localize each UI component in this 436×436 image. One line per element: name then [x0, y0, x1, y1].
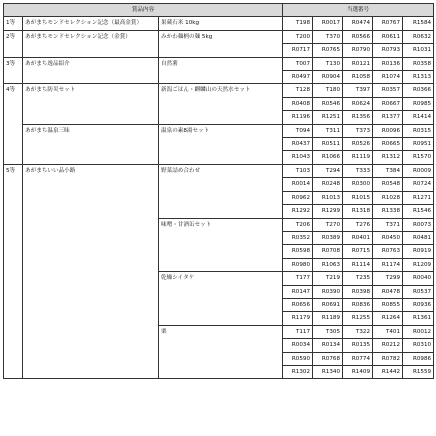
- winning-number: R0836: [343, 298, 373, 311]
- winning-number: R0135: [343, 339, 373, 352]
- winning-number: T200: [283, 30, 313, 43]
- winning-number: R1074: [373, 71, 403, 84]
- winning-number: R0357: [373, 84, 403, 97]
- winning-number: T299: [373, 272, 403, 285]
- winning-number: R0632: [403, 30, 434, 43]
- winning-number: T384: [373, 164, 403, 177]
- winning-number: R0034: [283, 339, 313, 352]
- winning-number: R0985: [403, 97, 434, 110]
- winning-number: R0450: [373, 231, 403, 244]
- prize-name: あがまち逸品紹介: [23, 57, 159, 84]
- winning-number: R0656: [283, 298, 313, 311]
- winning-number: R0300: [343, 178, 373, 191]
- winning-number: R1251: [313, 111, 343, 124]
- tier-rank: 5等: [4, 164, 23, 379]
- winning-number: R1189: [313, 312, 343, 325]
- table-row: [4, 57, 434, 70]
- prize-name: あがまち防災セット: [23, 84, 159, 124]
- winning-number: R0665: [373, 138, 403, 151]
- winning-number: R0147: [283, 285, 313, 298]
- prize-item: 新潟ごはん・麒麟山の天然水セット: [159, 84, 283, 124]
- winning-number: R0624: [343, 97, 373, 110]
- winning-number: R0136: [373, 57, 403, 70]
- winning-number: R0768: [313, 352, 343, 365]
- table-row: [4, 124, 434, 137]
- winning-number: R1043: [283, 151, 313, 164]
- winning-number: R0537: [403, 285, 434, 298]
- winning-number: T007: [283, 57, 313, 70]
- winning-number: R0511: [313, 138, 343, 151]
- prize-item: みかわ麺柄の麺 5kg: [159, 30, 283, 57]
- winning-number: R1264: [373, 312, 403, 325]
- winning-number: R0667: [373, 97, 403, 110]
- winning-number: R0358: [403, 57, 434, 70]
- winning-number: R0121: [343, 57, 373, 70]
- winning-number: R1361: [403, 312, 434, 325]
- winning-number: R1414: [403, 111, 434, 124]
- winning-number: R1312: [373, 151, 403, 164]
- winning-number: R0134: [313, 339, 343, 352]
- winning-number: R1066: [313, 151, 343, 164]
- winning-number: T103: [283, 164, 313, 177]
- winning-number: R0366: [403, 84, 434, 97]
- prize-name: あがまち温泉三昧: [23, 124, 159, 164]
- winning-number: R0598: [283, 245, 313, 258]
- winning-number: T128: [283, 84, 313, 97]
- winning-number: R0708: [313, 245, 343, 258]
- winning-number: R0980: [283, 258, 313, 271]
- prize-item: 果蔵石米 10kg: [159, 17, 283, 30]
- winning-number: R0526: [343, 138, 373, 151]
- winning-number: R1584: [403, 17, 434, 30]
- winning-number: R0212: [373, 339, 403, 352]
- winning-number: R1313: [403, 71, 434, 84]
- winning-number: R1119: [343, 151, 373, 164]
- prize-item: 野菜詰め合わせ: [159, 164, 283, 218]
- winning-number: R1570: [403, 151, 434, 164]
- winning-number: T397: [343, 84, 373, 97]
- winning-number: R0497: [283, 71, 313, 84]
- winning-number: R1015: [343, 191, 373, 204]
- winning-number: R1255: [343, 312, 373, 325]
- prize-item: 乾燥シイタケ: [159, 272, 283, 326]
- winning-number: R1546: [403, 205, 434, 218]
- winning-number: R0715: [343, 245, 373, 258]
- winning-number: R1318: [343, 205, 373, 218]
- winning-number: T130: [313, 57, 343, 70]
- winning-number: T219: [313, 272, 343, 285]
- winning-number: R1196: [283, 111, 313, 124]
- winning-number: T305: [313, 325, 343, 338]
- prize-name: あがまちモンドセレクション記念（最高金賞）: [23, 17, 159, 30]
- winning-number: R0009: [403, 164, 434, 177]
- winning-number: R1442: [373, 365, 403, 378]
- winning-number: R1179: [283, 312, 313, 325]
- winning-number: R1409: [343, 365, 373, 378]
- winning-number: R0478: [373, 285, 403, 298]
- winning-number: R0774: [343, 352, 373, 365]
- table-row: [4, 164, 434, 177]
- prize-item: 味噌・甘酒缶セット: [159, 218, 283, 272]
- winning-number: R1299: [313, 205, 343, 218]
- winning-number: R0763: [373, 245, 403, 258]
- winning-number: T294: [313, 164, 343, 177]
- winning-number: R1338: [373, 205, 403, 218]
- winning-number: R0481: [403, 231, 434, 244]
- prize-item: 栗: [159, 325, 283, 379]
- winning-number: R0962: [283, 191, 313, 204]
- prize-name: あがまちいい品小路: [23, 164, 159, 379]
- winning-number: R0724: [403, 178, 434, 191]
- winning-number: R0398: [343, 285, 373, 298]
- table-row: [4, 30, 434, 43]
- prize-name: あがまちモンドセレクション記念（金賞）: [23, 30, 159, 57]
- tier-rank: 4等: [4, 84, 23, 164]
- winning-number: R0017: [313, 17, 343, 30]
- winning-number: R0790: [343, 44, 373, 57]
- winning-number: R1174: [373, 258, 403, 271]
- winning-number: R1271: [403, 191, 434, 204]
- winning-number: T235: [343, 272, 373, 285]
- winning-number: R1013: [313, 191, 343, 204]
- winning-number: T370: [313, 30, 343, 43]
- winning-number: R0793: [373, 44, 403, 57]
- winning-number: R0437: [283, 138, 313, 151]
- winning-number: T177: [283, 272, 313, 285]
- winning-number: R0401: [343, 231, 373, 244]
- winning-number: T198: [283, 17, 313, 30]
- winning-number: R0014: [283, 178, 313, 191]
- winning-number: R0248: [313, 178, 343, 191]
- winning-number: R0611: [373, 30, 403, 43]
- winning-number: R1292: [283, 205, 313, 218]
- winning-number: R1058: [343, 71, 373, 84]
- winning-number: R0040: [403, 272, 434, 285]
- winners-table: [3, 3, 434, 379]
- winning-number: R0782: [373, 352, 403, 365]
- winning-number: R0352: [283, 231, 313, 244]
- winning-number: R1028: [373, 191, 403, 204]
- winning-number: T333: [343, 164, 373, 177]
- table-row: [4, 17, 434, 30]
- winning-number: R0919: [403, 245, 434, 258]
- winning-number: R0073: [403, 218, 434, 231]
- winning-number: T276: [343, 218, 373, 231]
- winning-number: T206: [283, 218, 313, 231]
- winning-number: R0951: [403, 138, 434, 151]
- winning-number: T401: [373, 325, 403, 338]
- winning-number: R0389: [313, 231, 343, 244]
- winning-number: R0310: [403, 339, 434, 352]
- winners-header: 当選番号: [283, 4, 434, 17]
- winning-number: R0855: [373, 298, 403, 311]
- winning-number: R1114: [343, 258, 373, 271]
- winning-number: R0904: [313, 71, 343, 84]
- winning-number: T117: [283, 325, 313, 338]
- winning-number: R0548: [373, 178, 403, 191]
- winning-number: T322: [343, 325, 373, 338]
- winning-number: T371: [373, 218, 403, 231]
- winning-number: R0936: [403, 298, 434, 311]
- winning-number: R1559: [403, 365, 434, 378]
- winning-number: T180: [313, 84, 343, 97]
- tier-rank: 2等: [4, 30, 23, 57]
- winning-number: R1063: [313, 258, 343, 271]
- tier-rank: 3等: [4, 57, 23, 84]
- winning-number: T311: [313, 124, 343, 137]
- winning-number: R1340: [313, 365, 343, 378]
- winning-number: R0590: [283, 352, 313, 365]
- table-body: [4, 17, 434, 379]
- winning-number: R0315: [403, 124, 434, 137]
- winning-number: T373: [343, 124, 373, 137]
- winning-number: R0717: [283, 44, 313, 57]
- winning-number: R0012: [403, 325, 434, 338]
- winning-number: R0566: [343, 30, 373, 43]
- winning-number: R0691: [313, 298, 343, 311]
- winning-number: R1356: [343, 111, 373, 124]
- winning-number: R1031: [403, 44, 434, 57]
- winning-number: R0474: [343, 17, 373, 30]
- prize-item: 温泉の素8湯セット: [159, 124, 283, 164]
- tier-rank: 1等: [4, 17, 23, 30]
- winning-number: R0765: [313, 44, 343, 57]
- winning-number: R0986: [403, 352, 434, 365]
- winning-number: R0767: [373, 17, 403, 30]
- winning-number: R0390: [313, 285, 343, 298]
- winning-number: T094: [283, 124, 313, 137]
- winning-number: R1377: [373, 111, 403, 124]
- prize-item: 自然薯: [159, 57, 283, 84]
- winning-number: R1302: [283, 365, 313, 378]
- table-row: [4, 84, 434, 97]
- winning-number: R0096: [373, 124, 403, 137]
- winning-number: R1209: [403, 258, 434, 271]
- winning-number: R0408: [283, 97, 313, 110]
- winning-number: T270: [313, 218, 343, 231]
- header-row: [4, 4, 434, 17]
- winning-number: R0546: [313, 97, 343, 110]
- prize-header: 賞品内容: [4, 4, 283, 17]
